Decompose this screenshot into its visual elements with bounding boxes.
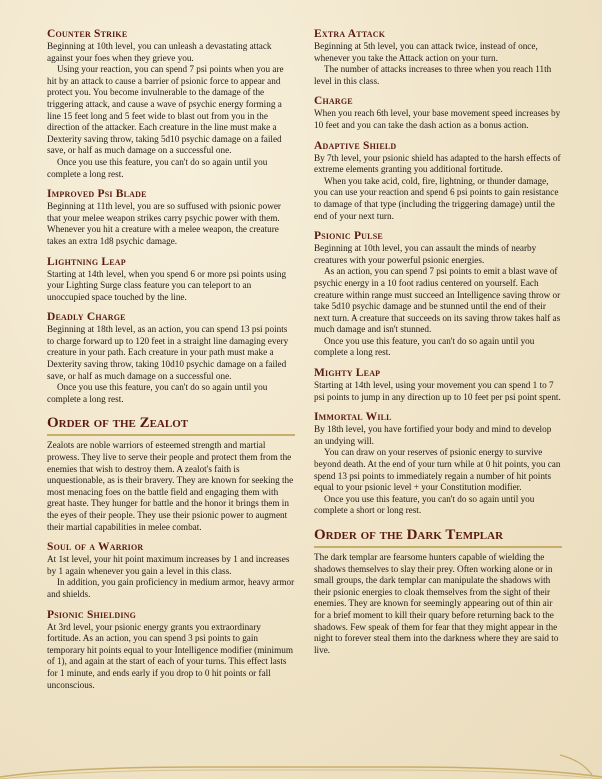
paragraph: Beginning at 10th level, you can assault the minds of nearby creatures with your powerful psionic energies. bbox=[314, 243, 537, 265]
section-heading-order-dark-templar: Order of the Dark Templar bbox=[314, 527, 562, 548]
paragraph: Once you use this feature, you can't do so again until you complete a short or long rest. bbox=[314, 493, 535, 516]
heading-soul-of-a-warrior: Soul of a Warrior bbox=[47, 541, 144, 554]
paragraph: The number of attacks increases to three when you reach 11th level in this class. bbox=[314, 64, 552, 86]
paragraph: Starting at 14th level, when you spend 6 or more psi points using your Lighting Surge class feature you can teleport to an unoccupied space touched by the line. bbox=[47, 268, 287, 302]
paragraph: The dark templar are fearsome hunters capable of wielding the shadows themselves to slay their prey. Often working alone or in small groups, the dark templar can manipulate the shadows with their psionic energies to cloak themselves from the sight of their enemies. They are known for seemingly appearing out of thin air for a brief moment to kill their quary before returning back to the shadows. Few speak of them for fear that they might appear in the night to forever steal them into the darkness where they are said to live. bbox=[314, 552, 559, 655]
paragraph: When you take acid, cold, fire, lightning, or thunder damage, you can use your reaction and spend 6 psi points to gain resistance to damage of that type (including the triggering damage) until the end of your next turn. bbox=[314, 175, 559, 221]
paragraph: Once you use this feature, you can't do so again until you complete a long rest. bbox=[47, 156, 268, 179]
heading-mighty-leap: Mighty Leap bbox=[314, 367, 381, 380]
heading-psionic-shielding: Psionic Shielding bbox=[47, 608, 137, 621]
footer-flourish-icon bbox=[0, 751, 602, 779]
heading-extra-attack: Extra Attack bbox=[314, 28, 386, 40]
paragraph: Beginning at 18th level, as an action, you can spend 13 psi points to charge forward up to 120 feet in a straight line damaging every creature in your path. Each creature in your path must make a Dexterity saving throw, taking 10d10 psychic damage on a failed save, or half as much damage on a successful one. bbox=[47, 324, 289, 381]
page-footer-ornament bbox=[0, 751, 602, 779]
heading-lightning-leap: Lightning Leap bbox=[47, 255, 126, 268]
paragraph: At 3rd level, your psionic energy grants you extraordinary fortitude. As an action, you can spend 3 psi points to gain temporary hit points equal to your Intelligence modifier (minimum of 1), and again at the start of each of your turns. This effect lasts for 1 minute, and ends early if you drop to 0 hit points or fall unconscious. bbox=[47, 621, 293, 690]
heading-psionic-pulse: Psionic Pulse bbox=[314, 230, 383, 243]
section-heading-order-zealot: Order of the Zealot bbox=[47, 415, 295, 436]
paragraph: By 7th level, your psionic shield has adapted to the harsh effects of extreme elements granting you additional fortitude. bbox=[314, 152, 561, 175]
paragraph: Beginning at 10th level, you can unleash a devastating attack against your foes when they grieve you. bbox=[47, 41, 272, 63]
paragraph: Beginning at 5th level, you can attack twice, instead of once, whenever you take the Attack action on your turn. bbox=[314, 41, 538, 63]
left-column bbox=[47, 24, 295, 691]
paragraph: When you reach 6th level, your base movement speed increases by 10 feet and you can take the dash action as a bonus action. bbox=[314, 108, 561, 130]
heading-counter-strike: Counter Strike bbox=[47, 28, 128, 40]
paragraph: In addition, you gain proficiency in medium armor, heavy armor and shields. bbox=[47, 577, 295, 599]
paragraph: Zealots are noble warriors of esteemed strength and martial prowess. They live to serve their people and protect them from the enemies that wish to destroy them. A zealot's faith is unquestionable, as is their bravery. They are known for seeking the most menacing foes on the battle field and engaging them with great haste. They hunger for battle and the honor it brings them in the eyes of their people. They use their psionic power to augment their martial capabilities in melee combat. bbox=[47, 440, 294, 532]
paragraph: Beginning at 11th level, you are so suffused with psionic power that your melee weapon strikes carry psychic power with them. Whenever you hit a creature with a melee weapon, the creature takes an extra 1d8 psychic damage. bbox=[47, 201, 281, 246]
paragraph: Starting at 14th level, using your movement you can spend 1 to 7 psi points to jump in any direction up to 10 feet per psi point spent. bbox=[314, 380, 561, 402]
paragraph: By 18th level, you have fortified your body and mind to develop an undying will. bbox=[314, 424, 552, 446]
paragraph: Once you use this feature, you can't do so again until you complete a long rest. bbox=[47, 382, 268, 404]
heading-improved-psi-blade: Improved Psi Blade bbox=[47, 188, 147, 201]
paragraph: As an action, you can spend 7 psi points to emit a blast wave of psychic energy in a 10 foot radius centered on yourself. Each creature within range must succeed an Intelligence saving throw or take 5d10 psychic damage and be stunned until the end of their next turn. A creature that succeeds on its saving throw takes half as much damage and isn't stunned. bbox=[314, 266, 561, 335]
heading-adaptive-shield: Adaptive Shield bbox=[314, 139, 397, 152]
heading-deadly-charge: Deadly Charge bbox=[47, 311, 126, 324]
paragraph: Using your reaction, you can spend 7 psi points when you are hit by an attack to cause a barrier of psionic force to appear and protect you. You become invulnerable to the damage of the triggering attack, and cause a wave of psychic energy forming a line 15 feet long and 5 feet wide to blast out from you in the direction of the attacker. Each creature in the line must make a Dexterity saving throw, taking 5d10 psychic damage on a failed save, or half as much damage on a successful one. bbox=[47, 64, 284, 156]
paragraph: Once you use this feature, you can't do so again until you complete a long rest. bbox=[314, 335, 535, 358]
paragraph: At 1st level, your hit point maximum increases by 1 and increases by 1 again whenever you gain a level in this class. bbox=[47, 554, 290, 576]
heading-charge: Charge bbox=[314, 95, 353, 108]
right-column bbox=[314, 24, 562, 656]
heading-immortal-will: Immortal Will bbox=[314, 411, 392, 424]
paragraph: You can draw on your reserves of psionic energy to survive beyond death. At the end of your turn while at 0 hit points, you can spend 13 psi points to immediately regain a number of hit points equal to your psionic level + your Constitution modifier. bbox=[314, 447, 561, 493]
